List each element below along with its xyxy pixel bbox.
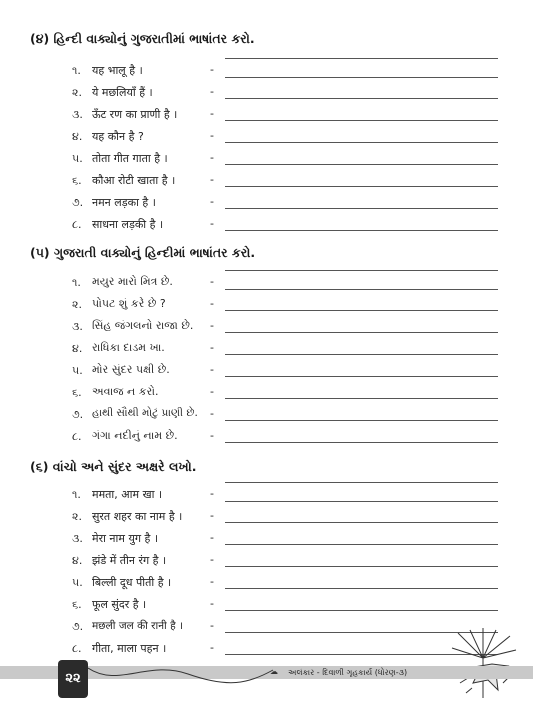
item-number: ૮. — [72, 642, 82, 655]
dash: - — [210, 63, 214, 76]
item-number: ૪. — [72, 130, 83, 143]
page-footer — [0, 660, 533, 703]
list-item — [0, 506, 533, 528]
item-number: ૬. — [72, 386, 82, 399]
item-text: यह भालू है । — [92, 64, 143, 77]
section-heading: (૫) ગુજરાતી વાક્યોનું હિન્દીમાં ભાષાંતર કરો. — [30, 245, 256, 260]
item-text: यह कौन है ? — [92, 130, 144, 143]
item-text: ये मछलियाँ हैं । — [92, 86, 153, 99]
section-heading: (૬) વાંચો અને સુંદર અક્ષરે લખો. — [30, 459, 197, 474]
list-item — [0, 82, 533, 104]
item-text: રાધિકા દાડમ ખા. — [92, 341, 165, 354]
item-text: तोता गीत गाता है । — [92, 152, 168, 165]
dash: - — [210, 407, 214, 420]
item-text: સિંહ જંગલનો રાજા છે. — [92, 319, 194, 332]
answer-line[interactable] — [225, 402, 498, 421]
item-text: गीता, माला पहन । — [92, 642, 167, 655]
list-item — [0, 214, 533, 236]
list-item — [0, 338, 533, 360]
item-text: મોર સુંદર પક્ષી છે. — [92, 363, 170, 376]
list-item — [0, 316, 533, 338]
fuse-string — [88, 660, 278, 690]
dash: - — [210, 129, 214, 142]
item-number: ૨. — [72, 86, 82, 99]
dash: - — [210, 509, 214, 522]
answer-line[interactable] — [225, 314, 498, 333]
dash: - — [210, 429, 214, 442]
dash: - — [210, 385, 214, 398]
item-number: ૭. — [72, 196, 84, 209]
answer-line[interactable] — [225, 80, 498, 99]
dash: - — [210, 597, 214, 610]
list-item — [0, 148, 533, 170]
item-text: ऊँट रण का प्राणी है । — [92, 108, 178, 121]
dash: - — [210, 341, 214, 354]
dash: - — [210, 297, 214, 310]
dash: - — [210, 217, 214, 230]
list-item — [0, 126, 533, 148]
dash: - — [210, 173, 214, 186]
list-item — [0, 484, 533, 506]
dash: - — [210, 553, 214, 566]
item-text: सुरत शहर का नाम है । — [92, 510, 183, 523]
answer-line[interactable] — [225, 570, 498, 589]
answer-line[interactable] — [225, 358, 498, 377]
item-number: ૨. — [72, 298, 82, 311]
item-number: ૬. — [72, 174, 82, 187]
item-number: ૮. — [72, 218, 82, 231]
item-text: मेरा नाम युग है । — [92, 532, 159, 545]
answer-line[interactable] — [225, 504, 498, 523]
list-item — [0, 294, 533, 316]
list-item — [0, 404, 533, 426]
list-item — [0, 550, 533, 572]
answer-line[interactable] — [225, 336, 498, 355]
answer-line[interactable] — [225, 212, 498, 231]
section-heading: (૪) હિન્દી વાક્યોનું ગુજરાતીમાં ભાષાંતર કરો. — [30, 31, 255, 46]
answer-line[interactable] — [225, 380, 498, 399]
list-item — [0, 528, 533, 550]
dash: - — [210, 363, 214, 376]
list-item — [0, 104, 533, 126]
item-text: ગંગા નદીનું નામ છે. — [92, 429, 178, 442]
dash: - — [210, 85, 214, 98]
dash: - — [210, 575, 214, 588]
item-number: ૭. — [72, 408, 84, 421]
list-item — [0, 360, 533, 382]
item-number: ૫. — [72, 152, 83, 165]
answer-line[interactable] — [225, 592, 498, 611]
item-text: साधना लड़की है । — [92, 218, 164, 231]
answer-line[interactable] — [225, 190, 498, 209]
dash: - — [210, 195, 214, 208]
dash: - — [210, 107, 214, 120]
footer-title: અલંકાર - દિવાળી ગૃહકાર્ય (ધોરણ-૩) — [288, 668, 408, 677]
answer-line[interactable] — [225, 58, 498, 78]
answer-line[interactable] — [225, 526, 498, 545]
cloud-icon: ☁ — [270, 667, 278, 676]
answer-line[interactable] — [225, 482, 498, 502]
dash: - — [210, 619, 214, 632]
answer-line[interactable] — [225, 124, 498, 143]
item-text: મયુર મારો મિત્ર છે. — [92, 275, 173, 288]
item-number: ૫. — [72, 364, 83, 377]
list-item — [0, 382, 533, 404]
answer-line[interactable] — [225, 146, 498, 165]
item-number: ૫. — [72, 576, 83, 589]
item-text: बिल्ली दूध पीती है । — [92, 576, 172, 589]
list-item — [0, 170, 533, 192]
list-item — [0, 272, 533, 294]
item-text: અવાજ ન કરો. — [92, 385, 159, 398]
item-text: नमन लड़का है । — [92, 196, 156, 209]
answer-line[interactable] — [225, 102, 498, 121]
item-number: ૧. — [72, 276, 81, 289]
item-number: ૮. — [72, 430, 82, 443]
dash: - — [210, 151, 214, 164]
answer-line[interactable] — [225, 168, 498, 187]
list-item — [0, 426, 533, 448]
item-text: હાથી સૌથી મોટું પ્રાણી છે. — [92, 407, 198, 419]
item-text: પોપટ શું કરે છે ? — [92, 297, 166, 310]
item-number: ૭. — [72, 620, 84, 633]
list-item — [0, 192, 533, 214]
page-number: ૨૨ — [58, 660, 88, 698]
item-text: फूल सुंदर है । — [92, 598, 147, 611]
item-number: ૪. — [72, 342, 83, 355]
item-number: ૩. — [72, 108, 83, 121]
item-text: ममता, आम खा । — [92, 488, 163, 501]
dash: - — [210, 275, 214, 288]
item-text: झंडे में तीन रंग है । — [92, 554, 167, 567]
list-item — [0, 60, 533, 82]
item-number: ૧. — [72, 64, 81, 77]
answer-line[interactable] — [225, 270, 498, 290]
item-text: मछली जल की रानी है । — [92, 620, 183, 632]
answer-line[interactable] — [225, 424, 498, 443]
list-item — [0, 594, 533, 616]
item-number: ૩. — [72, 320, 83, 333]
dash: - — [210, 319, 214, 332]
item-number: ૨. — [72, 510, 82, 523]
list-item — [0, 572, 533, 594]
item-number: ૩. — [72, 532, 83, 545]
answer-line[interactable] — [225, 548, 498, 567]
item-number: ૧. — [72, 488, 81, 501]
item-number: ૬. — [72, 598, 82, 611]
dash: - — [210, 487, 214, 500]
item-number: ૪. — [72, 554, 83, 567]
item-text: कौआ रोटी खाता है । — [92, 174, 176, 187]
dash: - — [210, 531, 214, 544]
dash: - — [210, 641, 214, 654]
answer-line[interactable] — [225, 292, 498, 311]
